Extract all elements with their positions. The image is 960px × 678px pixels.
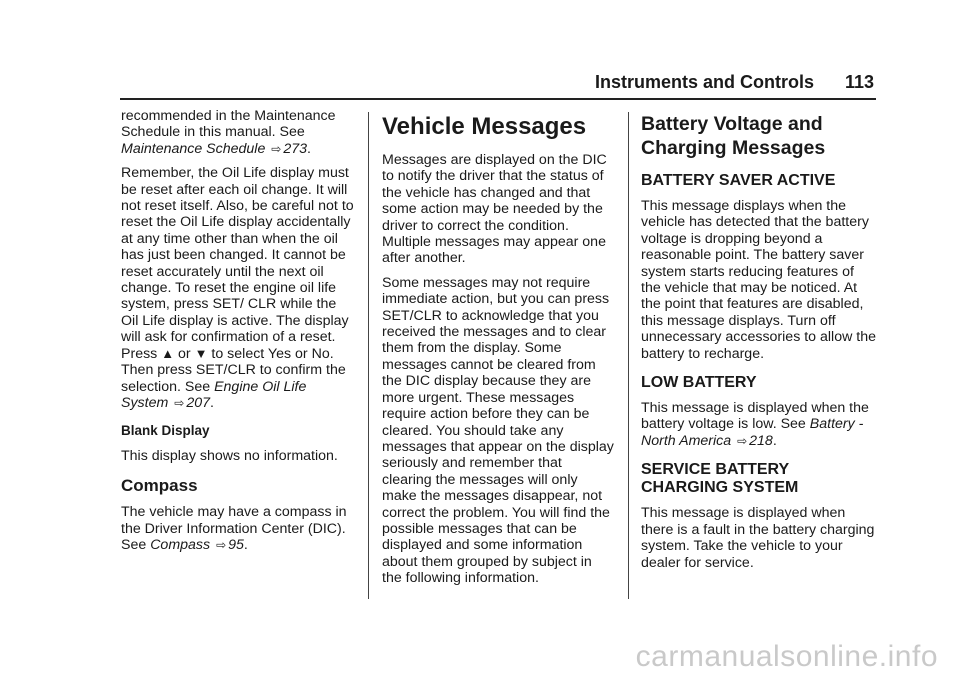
heading-battery-saver: BATTERY SAVER ACTIVE — [641, 172, 836, 189]
text: The vehicle may have a compass in the Driver Information Center (DIC). See — [121, 504, 347, 553]
heading-service-battery: SERVICE BATTERY CHARGING SYSTEM — [641, 461, 799, 497]
column-divider — [628, 112, 629, 599]
heading-battery-voltage: Battery Voltage and Charging Messages — [641, 113, 826, 159]
column-left — [121, 108, 355, 561]
link-engine-oil-life-system[interactable]: Engine Oil Life System — [121, 378, 307, 411]
link-compass[interactable]: Compass — [150, 536, 211, 553]
subheading-blank-display: Blank Display — [121, 423, 210, 439]
paragraph-maintenance: recommended in the Maintenance Schedule in this manual. See Maintenance Schedule ⇨ 273. — [121, 108, 336, 157]
column-divider — [368, 112, 369, 599]
paragraph-battery-saver: This message displays when the vehicle has detected that the battery voltage is dropping beyond a reasonable point. The battery saver system starts reducing features of the vehicle that may be noticed. At the point that features are disabled, this message displays. Turn off unnecessary accessories to allow the battery to recharge. — [641, 198, 877, 362]
column-right — [641, 108, 877, 579]
link-battery-north-america[interactable]: Battery - North America — [641, 416, 864, 449]
watermark: carmanualsonline.info — [635, 640, 938, 673]
section-title: Instruments and Controls — [594, 72, 814, 92]
ref-arrow-icon: ⇨ — [174, 395, 185, 410]
header-rule — [120, 98, 876, 100]
text: or — [174, 345, 195, 362]
text: to select Yes or No. Then press SET/CLR to confirm the selection. See — [121, 345, 346, 395]
page-ref-95[interactable]: 95 — [228, 536, 244, 553]
heading-vehicle-messages: Vehicle Messages — [382, 113, 587, 140]
paragraph-messages-intro: Messages are displayed on the DIC to notify the driver that the status of the vehicle has changed and that some action may be needed by the driver to correct the condition. Multiple messages may appear one after another. — [382, 152, 607, 267]
paragraph-service-battery: This message is displayed when there is a fault in the battery charging system. Take the vehicle to your dealer for service. — [641, 505, 875, 571]
ref-arrow-icon: ⇨ — [216, 537, 227, 552]
paragraph-low-battery: This message is displayed when the battery voltage is low. See Battery - North America ⇨ 218. — [641, 400, 869, 449]
text: Remember, the Oil Life display must be reset after each oil change. It will not reset itself. Also, be careful not to reset the Oil Life display accidentally at any time other than when the oil has just been changed. It cannot be reset accurately until the next oil change. To reset the engine oil life system, press SET/ CLR while the Oil Life display is active. The display will ask for confirmation of a reset. Press — [121, 165, 354, 362]
ref-arrow-icon: ⇨ — [271, 141, 282, 156]
heading-compass: Compass — [121, 476, 198, 496]
ref-arrow-icon: ⇨ — [737, 433, 748, 448]
page-header — [120, 70, 876, 96]
paragraph-oil-life-reset: Remember, the Oil Life display must be reset after each oil change. It will not reset itself. Also, be careful not to reset the Oil Life display accidentally at any time other than when the oil has just been changed. It cannot be reset accurately until the next oil change. To reset the engine oil life system, press SET/ CLR while the Oil Life display is active. The display will ask for confirmation of a reset. Press ▲ or ▼ to select Yes or No. Then press SET/CLR to confirm the selection. See Engine Oil Life System ⇨ 207. — [121, 165, 354, 411]
paragraph-blank-display: This display shows no information. — [121, 447, 338, 464]
column-middle — [382, 108, 614, 595]
text: This message is displayed when the battery voltage is low. See — [641, 400, 869, 433]
page-number: 113 — [844, 72, 874, 92]
link-maintenance-schedule[interactable]: Maintenance Schedule — [121, 140, 266, 157]
down-arrow-icon: ▼ — [194, 345, 208, 361]
text: recommended in the Maintenance Schedule in this manual. See — [121, 108, 336, 141]
page-ref-273[interactable]: 273 — [283, 140, 308, 157]
heading-low-battery: LOW BATTERY — [641, 374, 757, 392]
paragraph-compass: The vehicle may have a compass in the Driver Information Center (DIC). See Compass ⇨ 95. — [121, 504, 347, 553]
paragraph-messages-clear: Some messages may not require immediate action, but you can press SET/CLR to acknowledge that you received the messages and to clear them from the display. Some messages cannot be cleared from the DIC display because they are more urgent. These messages require action before they can be cleared. You should take any messages that appear on the display seriously and remember that clearing the messages will only make the messages disappear, not correct the problem. You will find the possible messages that can be displayed and some information about them grouped by subject in the following information. — [382, 274, 614, 587]
page-ref-207[interactable]: 207 — [186, 394, 210, 411]
up-arrow-icon: ▲ — [161, 345, 175, 361]
page-ref-218[interactable]: 218 — [749, 432, 773, 449]
